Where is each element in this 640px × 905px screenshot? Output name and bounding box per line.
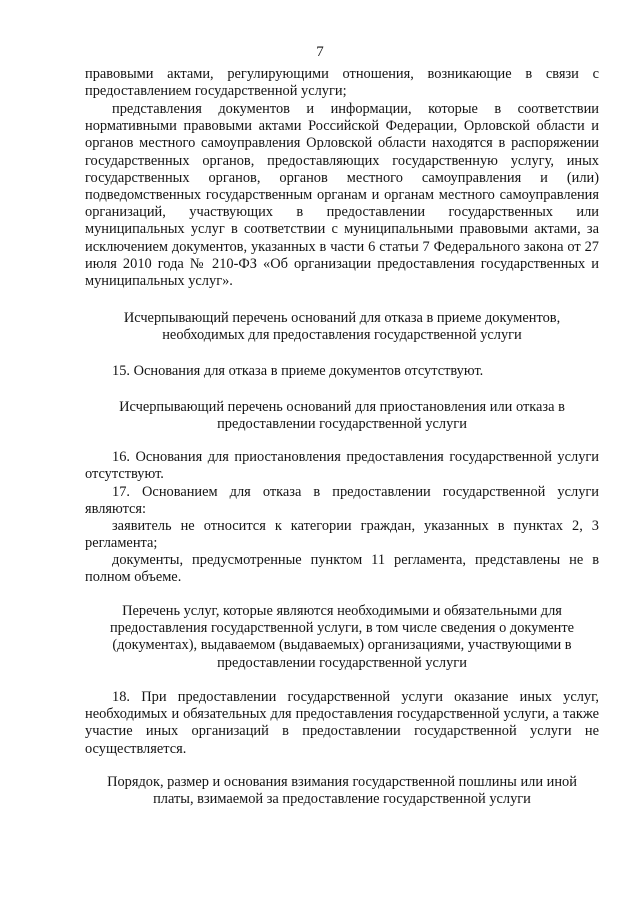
paragraph-17: 17. Основанием для отказа в предоставлении государственной услуги являются: bbox=[85, 484, 599, 518]
paragraph-documents-information: представления документов и информации, которые в соответствии нормативными правовыми актами Российской Федерации, Орловской области и органов местного самоуправления Орловской области находятся в распоряжении государственных органов, предоставляющих государственную услугу, иных государственных органов, органов местного самоуправления и (или) подведомственных государственным органам и органам местного самоуправления организаций, участвующих в предоставлении государственных или муниципальных услуг в соответствии с муниципальными правовыми актами, за исключением документов, указанных в части 6 статьи 7 Федерального закона от 27 июля 2010 года № 210-ФЗ «Об организации предоставления государственных и муниципальных услуг». bbox=[85, 101, 599, 290]
heading-suspension-or-refusal: Исчерпывающий перечень оснований для приостановления или отказа в предоставлении государственной услуги bbox=[119, 399, 565, 433]
heading-necessary-services: Перечень услуг, которые являются необходимыми и обязательными для предоставления государственной услуги, в том числе сведения о документе (документах), выдаваемом (выдаваемых) организациями, участвующими в предоставлении государственной услуги bbox=[109, 603, 575, 671]
paragraph-17-item-1: заявитель не относится к категории граждан, указанных в пунктах 2, 3 регламента; bbox=[85, 518, 599, 552]
paragraph-15: 15. Основания для отказа в приеме документов отсутствуют. bbox=[112, 363, 484, 379]
paragraph-legal-acts-end: правовыми актами, регулирующими отношения, возникающие в связи с предоставлением государственной услуги; bbox=[85, 66, 599, 100]
paragraph-16: 16. Основания для приостановления предоставления государственной услуги отсутствуют. bbox=[85, 449, 599, 483]
page-number: 7 bbox=[316, 44, 324, 60]
paragraph-17-item-2: документы, предусмотренные пунктом 11 регламента, представлены не в полном объеме. bbox=[85, 552, 599, 586]
heading-state-fee: Порядок, размер и основания взимания государственной пошлины или иной платы, взимаемой за предоставление государственной услуги bbox=[107, 774, 577, 808]
paragraph-18: 18. При предоставлении государственной услуги оказание иных услуг, необходимых и обязательных для предоставления государственной услуги, а также участие иных организаций в предоставлении государственной услуги не осуществляется. bbox=[85, 689, 599, 757]
heading-refusal-to-accept-documents: Исчерпывающий перечень оснований для отказа в приеме документов, необходимых для предоставления государственной услуги bbox=[123, 310, 561, 344]
